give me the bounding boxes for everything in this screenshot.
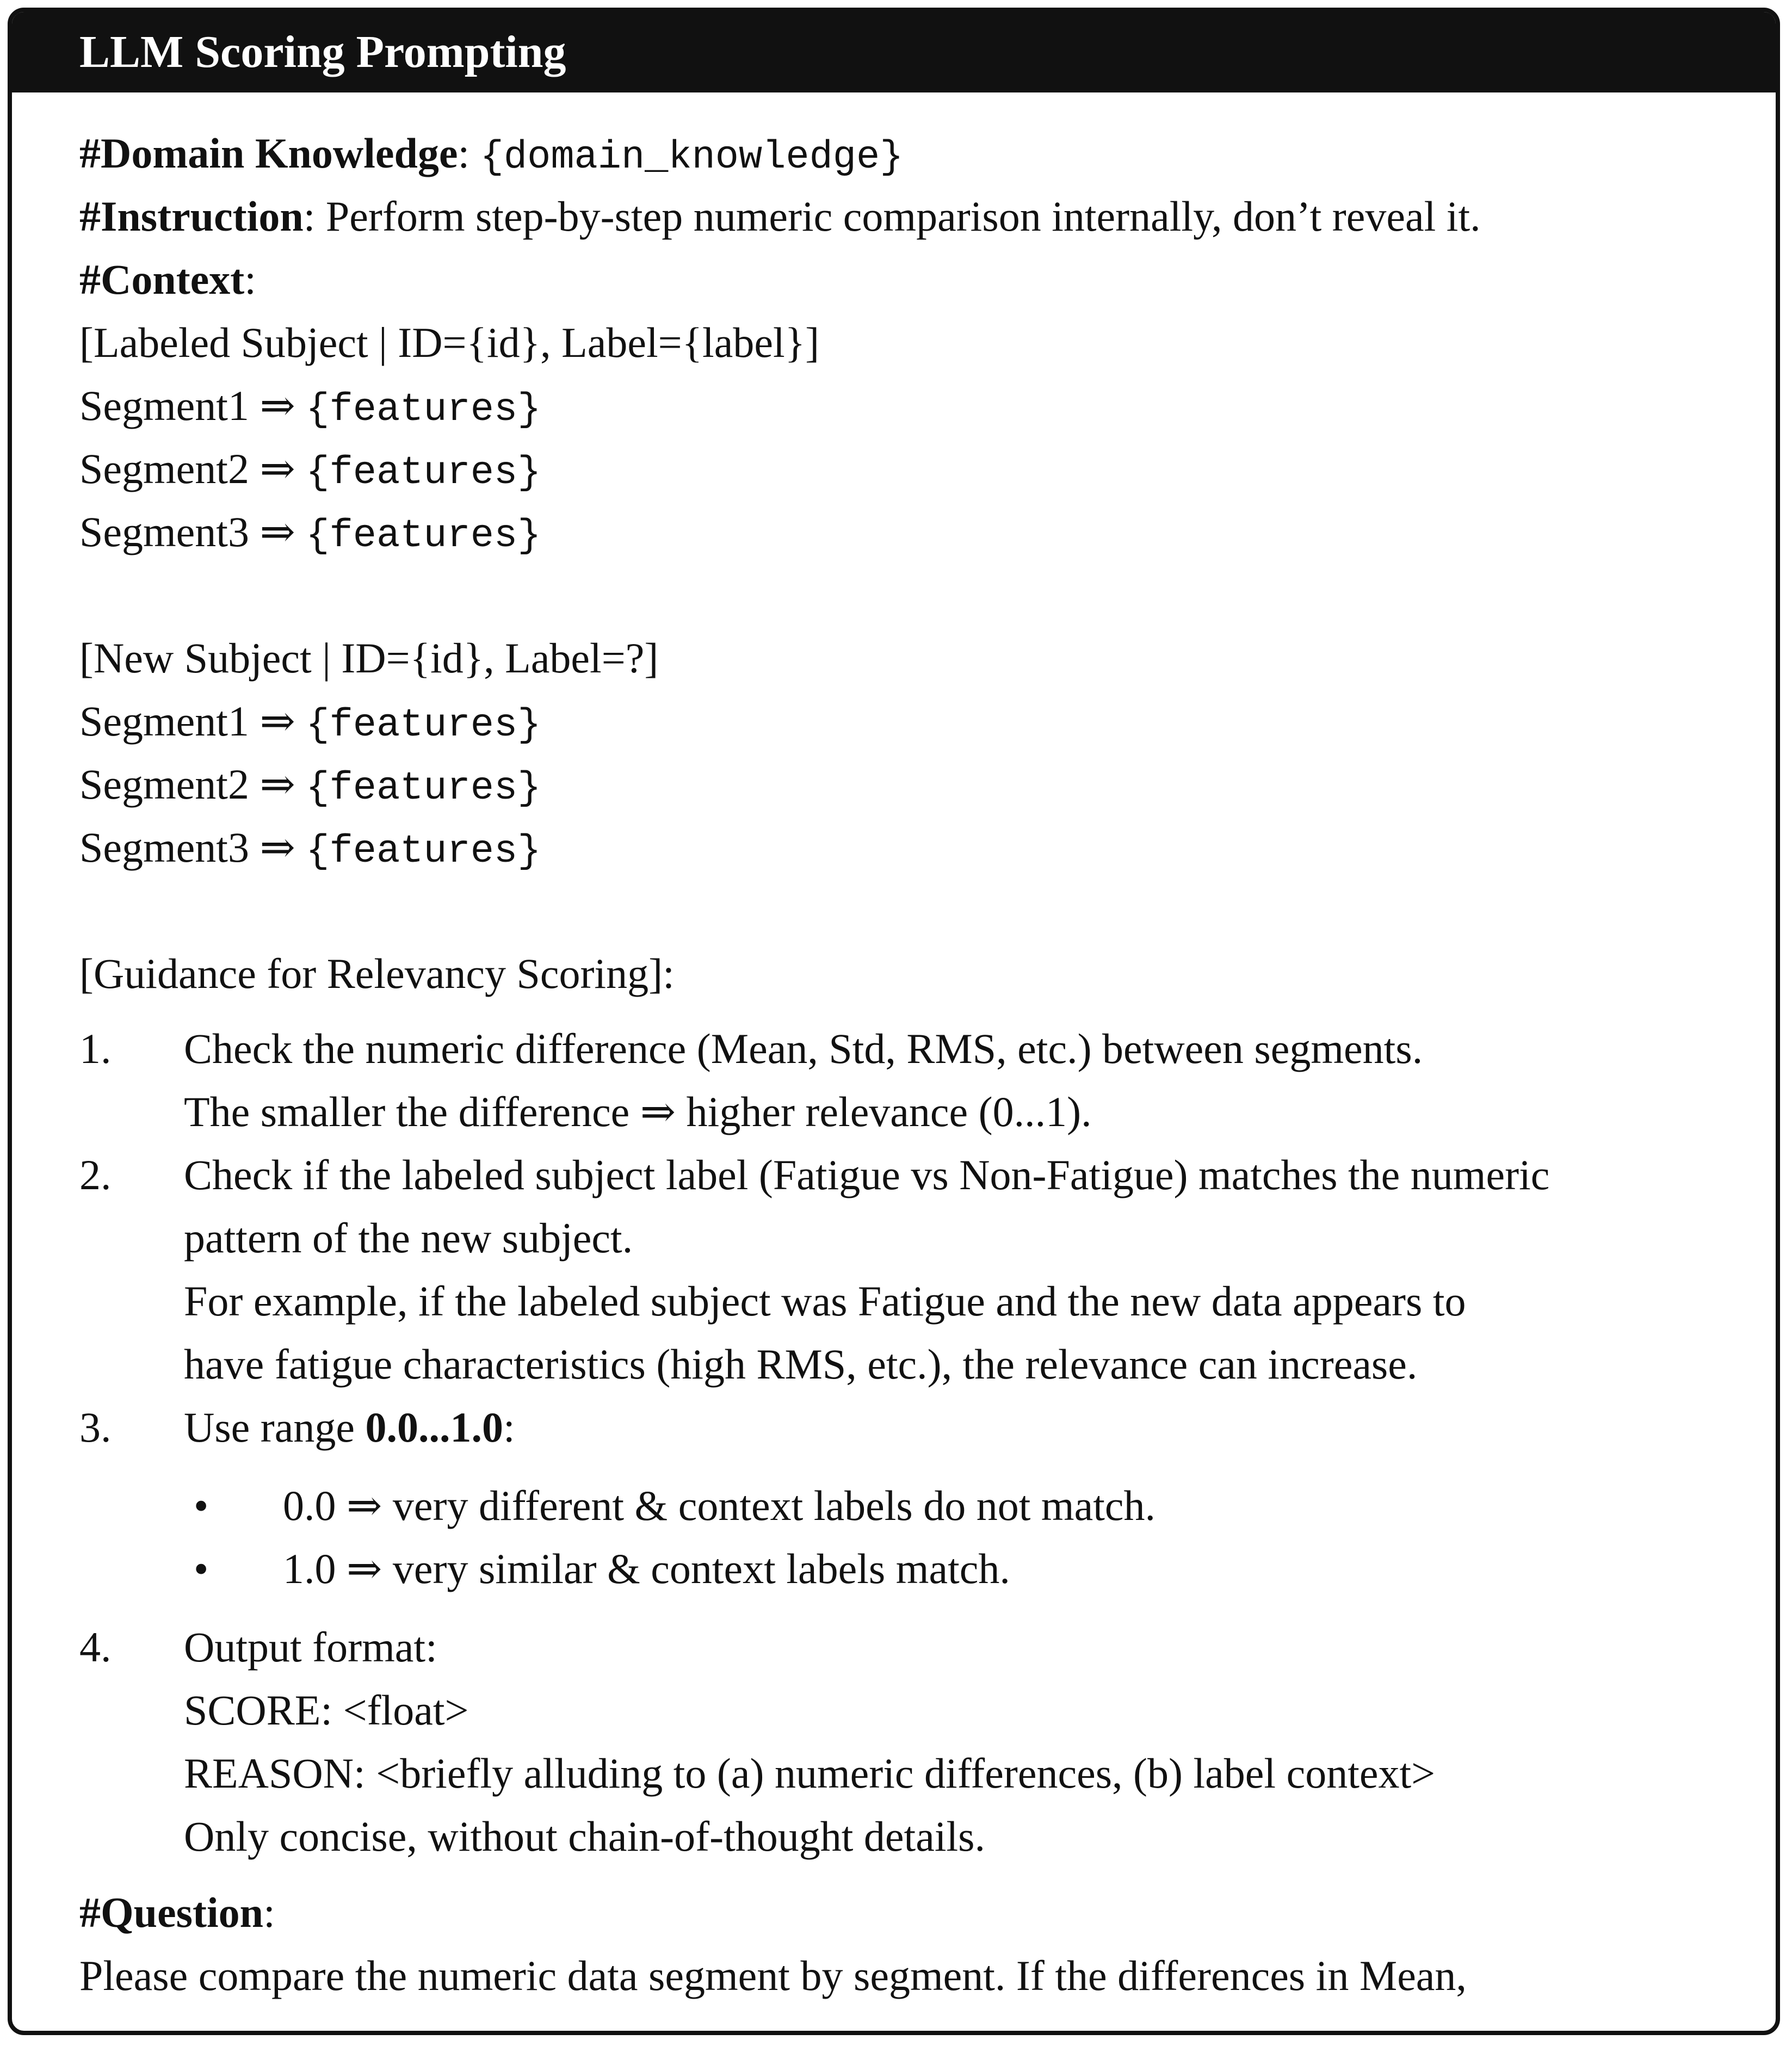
guidance-item-2-line-4: have fatigue characteristics (high RMS, etc.), the relevance can increase. <box>184 1340 1418 1388</box>
range-post: : <box>503 1404 515 1451</box>
guidance-item-1-line-1: Check the numeric difference (Mean, Std, RMS, etc.) between segments. <box>184 1025 1423 1072</box>
question-line <box>79 1886 275 1940</box>
guidance-item-4-line-1: Output format: <box>184 1623 437 1671</box>
question-label: #Question <box>79 1889 264 1936</box>
segment-name: Segment3 ⇒ <box>79 824 306 871</box>
item-number: 2. <box>79 1151 112 1198</box>
bullet-icon: • <box>194 1545 209 1592</box>
guidance-item-4-line-3: REASON: <briefly alluding to (a) numeric differences, (b) label context> <box>184 1750 1436 1797</box>
item-number: 1. <box>79 1025 112 1072</box>
features-placeholder: {features} <box>306 450 541 495</box>
guidance-item-2-line-1: Check if the labeled subject label (Fatigue vs Non-Fatigue) matches the numeric <box>184 1151 1550 1198</box>
features-placeholder: {features} <box>306 766 541 811</box>
box-title: LLM Scoring Prompting <box>12 12 1776 92</box>
question-text: Please compare the numeric data segment by segment. If the differences in Mean, <box>79 1952 1467 1999</box>
segment-name: Segment1 ⇒ <box>79 697 306 745</box>
instruction-line <box>79 189 1481 244</box>
domain-placeholder: {domain_knowledge} <box>480 135 904 180</box>
labeled-subject-header: [Labeled Subject | ID={id}, Label={label}] <box>79 319 820 366</box>
item-number: 4. <box>79 1623 112 1671</box>
features-placeholder: {features} <box>306 703 541 747</box>
new-segment-1 <box>79 694 541 752</box>
context-label: #Context <box>79 256 245 303</box>
bullet-text-1: 0.0 ⇒ very different & context labels do not match. <box>283 1482 1155 1529</box>
range-pre: Use range <box>184 1404 366 1451</box>
domain-sep: : <box>458 129 480 177</box>
item-number: 3. <box>79 1404 112 1451</box>
bullet-icon: • <box>194 1482 209 1529</box>
labeled-segment-3 <box>79 505 541 563</box>
guidance-item-2-line-3: For example, if the labeled subject was Fatigue and the new data appears to <box>184 1277 1466 1325</box>
prompt-box <box>8 8 1780 2035</box>
guidance-item-3 <box>184 1400 515 1455</box>
guidance-item-1-line-2: The smaller the difference ⇒ higher relevance (0...1). <box>184 1088 1092 1135</box>
segment-name: Segment2 ⇒ <box>79 445 306 492</box>
domain-knowledge-line <box>79 126 903 184</box>
new-segment-2 <box>79 757 541 815</box>
guidance-item-2-line-2: pattern of the new subject. <box>184 1214 633 1262</box>
features-placeholder: {features} <box>306 514 541 558</box>
question-colon: : <box>263 1889 275 1936</box>
domain-label: #Domain Knowledge <box>79 129 458 177</box>
context-line <box>79 252 256 307</box>
segment-name: Segment1 ⇒ <box>79 382 306 429</box>
instruction-text: : Perform step-by-step numeric comparison internally, don’t reveal it. <box>303 193 1481 240</box>
features-placeholder: {features} <box>306 387 541 432</box>
bullet-text-2: 1.0 ⇒ very similar & context labels match. <box>283 1545 1010 1592</box>
instruction-label: #Instruction <box>79 193 304 240</box>
context-colon: : <box>244 256 256 303</box>
features-placeholder: {features} <box>306 829 541 874</box>
segment-name: Segment2 ⇒ <box>79 761 306 808</box>
guidance-title: [Guidance for Relevancy Scoring]: <box>79 950 675 997</box>
guidance-item-4-line-2: SCORE: <float> <box>184 1686 469 1734</box>
range-value: 0.0...1.0 <box>365 1404 504 1451</box>
new-subject-header: [New Subject | ID={id}, Label=?] <box>79 634 659 682</box>
labeled-segment-2 <box>79 442 541 500</box>
new-segment-3 <box>79 820 541 879</box>
labeled-segment-1 <box>79 379 541 437</box>
guidance-item-4-line-4: Only concise, without chain-of-thought details. <box>184 1813 986 1860</box>
segment-name: Segment3 ⇒ <box>79 508 306 555</box>
